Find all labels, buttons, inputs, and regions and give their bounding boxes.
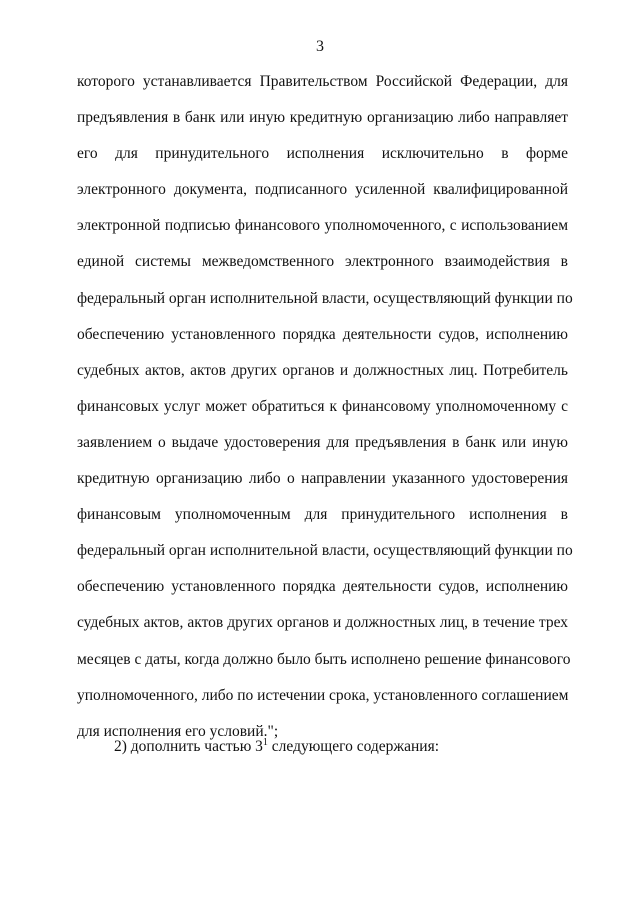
paragraph-line: единой системы межведомственного электронного взаимодействия в <box>77 253 568 271</box>
paragraph-line: финансовых услуг может обратиться к финансовому уполномоченному с <box>77 397 568 415</box>
paragraph-line: обеспечению установленного порядка деятельности судов, исполнению <box>77 325 568 343</box>
page-number: 3 <box>316 38 324 55</box>
body-paragraph <box>77 70 573 756</box>
paragraph-line: кредитную организацию либо о направлении указанного удостоверения <box>77 470 568 488</box>
paragraph-line: месяцев с даты, когда должно было быть исполнено решение финансового <box>77 650 571 668</box>
paragraph-line: его для принудительного исполнения исключительно в форме <box>77 145 568 163</box>
paragraph-line: предъявления в банк или иную кредитную организацию либо направляет <box>77 109 568 127</box>
amendment-item-tail: следующего содержания: <box>267 738 440 755</box>
paragraph-line: федеральный орган исполнительной власти, осуществляющий функции по <box>77 289 573 307</box>
paragraph-line: финансовым уполномоченным для принудительного исполнения в <box>77 506 568 524</box>
paragraph-line: федеральный орган исполнительной власти, осуществляющий функции по <box>77 542 573 560</box>
paragraph-line: электронного документа, подписанного усиленной квалифицированной <box>77 181 568 199</box>
paragraph-line: для исполнения его условий."; <box>77 722 279 740</box>
amendment-item-text: 2) дополнить частью 3 <box>114 738 263 755</box>
paragraph-line: уполномоченного, либо по истечении срока, установленного соглашением <box>77 686 569 704</box>
paragraph-line: электронной подписью финансового уполномоченного, с использованием <box>77 217 568 235</box>
part-number-superscript: 1 <box>262 737 268 748</box>
paragraph-line: обеспечению установленного порядка деятельности судов, исполнению <box>77 578 568 596</box>
paragraph-line: которого устанавливается Правительством Российской Федерации, для <box>77 73 568 90</box>
paragraph-line: судебных актов, актов других органов и должностных лиц, в течение трех <box>77 614 568 632</box>
paragraph-line: судебных актов, актов других органов и должностных лиц. Потребитель <box>77 361 568 379</box>
paragraph-line: заявлением о выдаче удостоверения для предъявления в банк или иную <box>77 433 568 451</box>
amendment-item <box>114 735 439 759</box>
